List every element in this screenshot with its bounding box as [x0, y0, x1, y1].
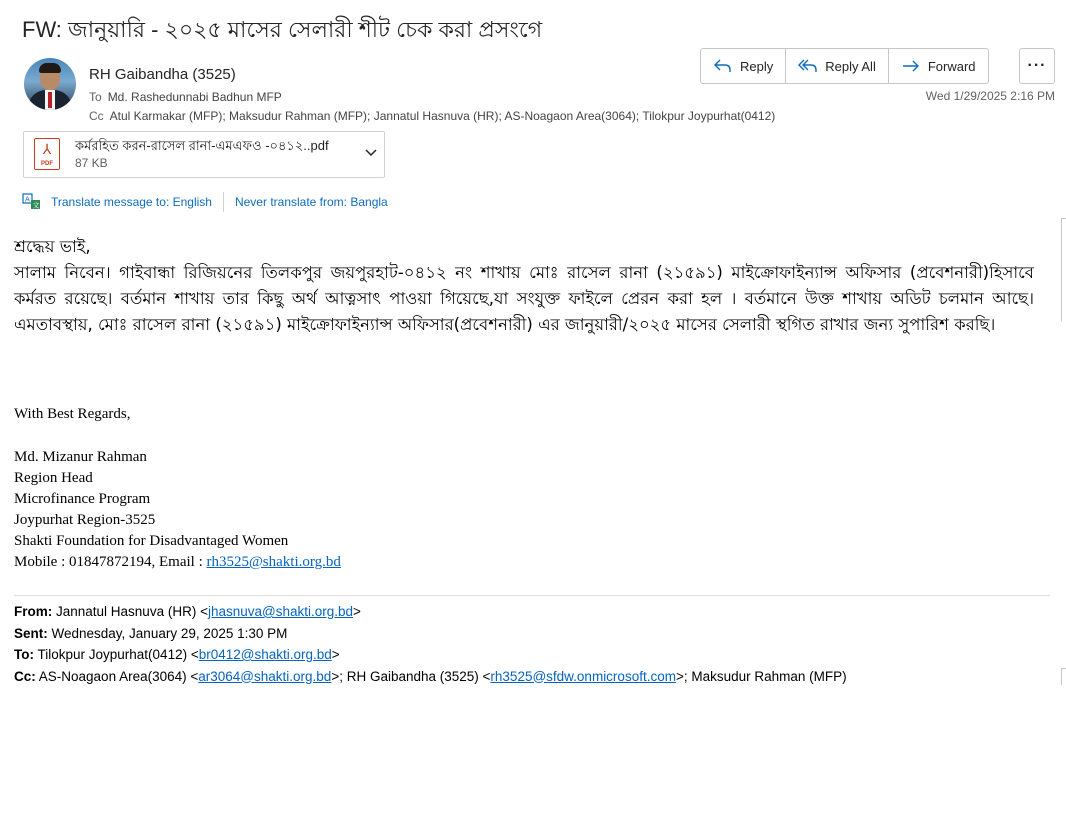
never-translate-link[interactable]: Never translate from: Bangla [234, 195, 388, 209]
translate-bar [22, 192, 388, 212]
forward-label: Forward [927, 58, 976, 74]
signature-program: Microfinance Program [14, 491, 151, 507]
fwd-sent-line [14, 623, 847, 645]
fwd-from-line [14, 601, 847, 623]
more-actions-button[interactable]: ··· [1019, 48, 1055, 84]
received-date: Wed 1/29/2025 2:16 PM [925, 89, 1055, 103]
fwd-cc-email2-link[interactable]: rh3525@sfdw.onmicrosoft.com [490, 668, 676, 684]
fwd-to-close: > [331, 647, 340, 662]
reply-all-button[interactable] [786, 49, 889, 83]
fwd-to-name: Tilokpur Joypurhat(0412) < [34, 647, 199, 662]
cc-recipients[interactable]: Atul Karmakar (MFP); Maksudur Rahman (MFP); Jannatul Hasnuva (HR); AS-Noagaon Area(3064); Tilokpur Joypurhat(0412) [109, 109, 776, 123]
attachment-name: কর্মরহিত করন-রাসেল রানা-এমএফও -০৪১২..pdf [75, 138, 329, 153]
fwd-sent-label: Sent: [14, 625, 48, 641]
fwd-cc-email1-link[interactable]: ar3064@shakti.org.bd [198, 668, 332, 684]
fwd-to-label: To: [14, 647, 34, 662]
fwd-cc-name1: AS-Noagaon Area(3064) < [35, 668, 199, 684]
signature-regards: With Best Regards, [14, 406, 131, 422]
sender-name[interactable]: RH Gaibandha (3525) [89, 66, 236, 83]
fwd-cc-tail: >; Maksudur Rahman (MFP) [675, 668, 847, 684]
reply-all-label: Reply All [825, 58, 876, 74]
cc-label: Cc [89, 109, 104, 123]
fwd-cc-name2: >; RH Gaibandha (3525) < [331, 668, 491, 684]
fwd-from-name: Jannatul Hasnuva (HR) < [52, 604, 208, 619]
translate-message-link[interactable]: Translate message to: English [51, 195, 212, 209]
scrollbar-track-lower[interactable] [1061, 668, 1066, 685]
pdf-badge: PDF [35, 160, 59, 169]
fwd-from-email-link[interactable]: jhasnuva@shakti.org.bd [207, 604, 353, 619]
signature-contact [14, 552, 341, 573]
forward-icon [901, 58, 921, 74]
forward-divider [14, 595, 1050, 596]
signature-org: Shakti Foundation for Disadvantaged Women [14, 533, 289, 549]
fwd-cc-label: Cc: [14, 668, 36, 684]
signature-mobile: Mobile : 01847872194, Email : [14, 554, 207, 570]
signature-email-link[interactable]: rh3525@shakti.org.bd [206, 554, 341, 570]
signature-block [14, 447, 341, 573]
to-recipients[interactable]: Md. Rashedunnabi Badhun MFP [107, 90, 282, 104]
cc-line [89, 109, 775, 123]
fwd-from-label: From: [14, 604, 53, 619]
attachment-card[interactable] [23, 131, 385, 178]
reply-icon [713, 58, 733, 74]
greeting: শ্রদ্ধেয় ভাই, [14, 237, 91, 256]
attachment-size: 87 KB [75, 156, 108, 170]
svg-text:文: 文 [32, 201, 40, 210]
message-body [14, 234, 1034, 338]
message-subject: FW: জানুয়ারি - ২০২৫ মাসের সেলারী শীট চেক করা প্রসংগে [22, 17, 543, 42]
fwd-cc-line [14, 666, 847, 688]
to-line [89, 90, 282, 104]
scrollbar-track[interactable] [1061, 218, 1066, 321]
reply-button[interactable] [701, 49, 786, 83]
fwd-to-email-link[interactable]: br0412@shakti.org.bd [198, 647, 332, 662]
signature-name: Md. Mizanur Rahman [14, 449, 147, 465]
signature-title: Region Head [14, 470, 93, 486]
forwarded-header [14, 601, 847, 687]
svg-text:A: A [25, 195, 30, 204]
fwd-sent-value: Wednesday, January 29, 2025 1:30 PM [47, 625, 288, 641]
fwd-from-close: > [353, 604, 361, 619]
pdf-file-icon: ⅄ PDF [34, 138, 60, 170]
to-label: To [89, 90, 102, 104]
forward-button[interactable] [889, 49, 988, 83]
body-paragraph: সালাম নিবেন। গাইবান্ধা রিজিয়নের তিলকপুর জয়পুরহাট-০৪১২ নং শাখায় মোঃ রাসেল রানা (২১৫৯১) মাইক্রোফাইন্যান্স অফিসার (প্রবেশনারী)হিসাবে কর্মরত রয়েছে। বর্তমান শাখায় তার কিছু অর্থ আত্নসাৎ পাওয়া গিয়েছে,যা সংযুক্ত ফাইলে প্রেরন করা হল । বর্তমানে উক্ত শাখায় অডিট চলমান আছে। এমতাবস্থায়, মোঃ রাসেল রানা (২১৫৯১) মাইক্রোফাইন্যান্স অফিসার(প্রবেশনারী) এর জানুয়ারী/২০২৫ মাসের সেলারী স্থগিত রাখার জন্য সুপারিশ করছি। [14, 263, 1034, 334]
fwd-to-line [14, 644, 847, 666]
signature-region: Joypurhat Region-3525 [14, 512, 156, 528]
message-actions [700, 48, 989, 84]
sender-avatar[interactable] [24, 58, 76, 110]
translate-icon [22, 193, 42, 211]
reply-label: Reply [740, 58, 774, 74]
reply-all-icon [798, 58, 818, 74]
chevron-down-icon[interactable] [364, 146, 378, 160]
